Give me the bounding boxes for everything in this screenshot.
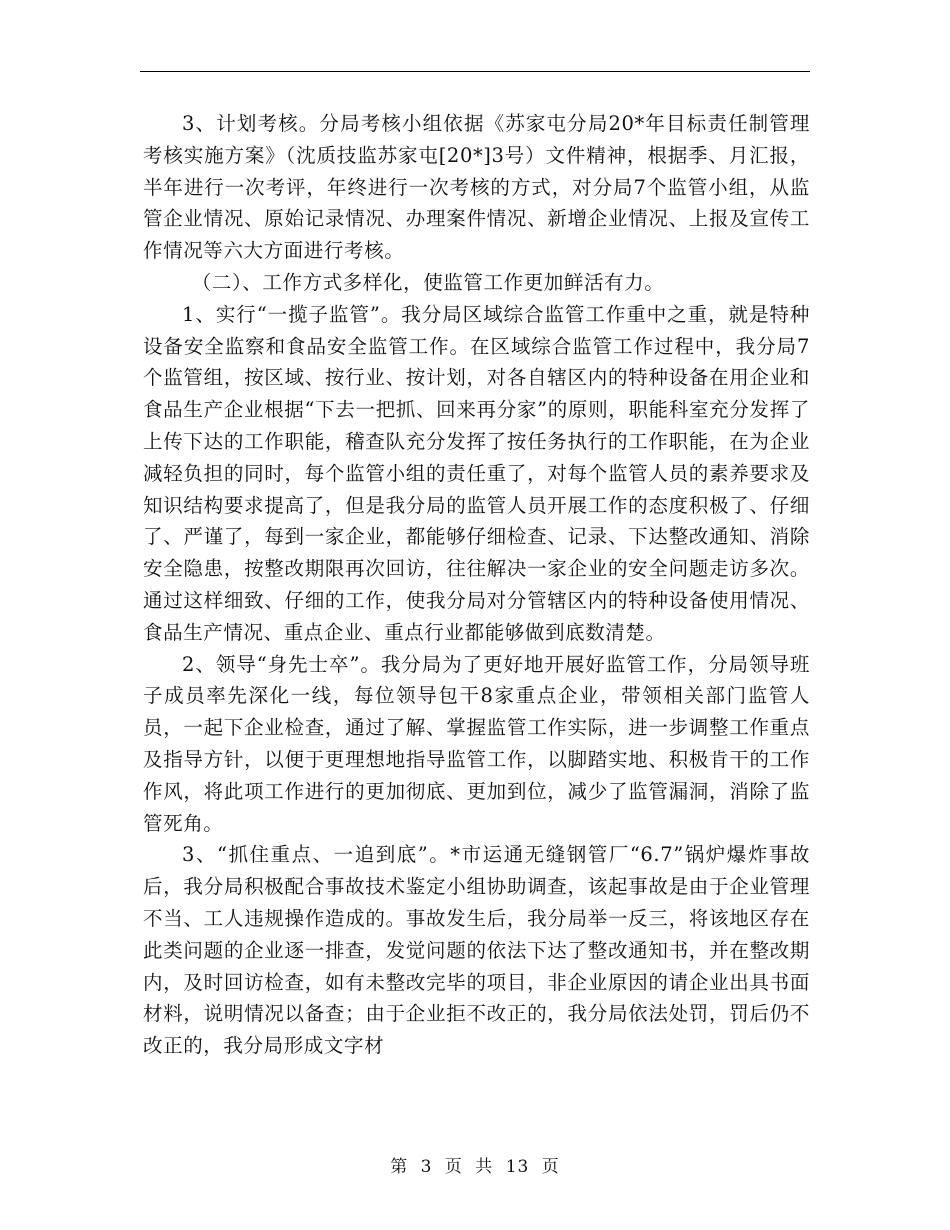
footer-current-page: 3 xyxy=(420,1157,433,1177)
document-body xyxy=(143,108,810,1062)
paragraph-leadership-example: 2、领导“身先士卒”。我分局为了更好地开展好监管工作，分局领导班子成员率先深化一线，每位领导包干8家重点企业，带领相关部门监管人员，一起下企业检查，通过了解、掌握监管工作实际，进一步调整工作重点及指导方针，以便于更理想地指导监管工作，以脚踏实地、积极肯干的工作作风，将此项工作进行的更加彻底、更加到位，减少了监管漏洞，消除了监管死角。 xyxy=(143,652,810,835)
header-rule xyxy=(140,71,810,72)
paragraph-focus-follow-through: 3、“抓住重点、一追到底”。*市运通无缝钢管厂“6.7”锅炉爆炸事故后，我分局积极配合事故技术鉴定小组协助调查，该起事故是由于企业管理不当、工人违规操作造成的。事故发生后，我分局举一反三，将该地区存在此类问题的企业逐一排查，发觉问题的依法下达了整改通知书，并在整改期内，及时回访检查，如有未整改完毕的项目，非企业原因的请企业出具书面材料，说明情况以备查；由于企业拒不改正的，我分局依法处罚，罚后仍不改正的，我分局形成文字材 xyxy=(143,843,810,1058)
footer-total-pages: 13 xyxy=(505,1157,530,1177)
footer-total-label: 共 xyxy=(475,1157,494,1177)
page-footer xyxy=(0,1152,950,1177)
footer-page-label: 页 xyxy=(444,1157,463,1177)
footer-prefix: 第 xyxy=(390,1157,409,1177)
paragraph-one-package-supervision: 1、实行“一揽子监管”。我分局区域综合监管工作重中之重，就是特种设备安全监察和食品安全监管工作。在区域综合监管工作过程中，我分局7个监管组，按区域、按行业、按计划，对各自辖区内的特种设备在用企业和食品生产企业根据“下去一把抓、回来再分家”的原则，职能科室充分发挥了上传下达的工作职能，稽查队充分发挥了按任务执行的工作职能，在为企业减轻负担的同时，每个监管小组的责任重了，对每个监管人员的素养要求及知识结构要求提高了，但是我分局的监管人员开展工作的态度积极了、仔细了、严谨了，每到一家企业，都能够仔细检查、记录、下达整改通知、消除安全隐患，按整改期限再次回访，往往解决一家企业的安全问题走访多次。通过这样细致、仔细的工作，使我分局对分管辖区内的特种设备使用情况、食品生产情况、重点企业、重点行业都能够做到底数清楚。 xyxy=(143,302,810,644)
paragraph-plan-assessment: 3、计划考核。分局考核小组依据《苏家屯分局20*年目标责任制管理考核实施方案》（沈质技监苏家屯[20*]3号）文件精神，根据季、月汇报，半年进行一次考评，年终进行一次考核的方式，对分局7个监管小组，从监管企业情况、原始记录情况、办理案件情况、新增企业情况、上报及宣传工作情况等六大方面进行考核。 xyxy=(143,112,810,263)
footer-suffix: 页 xyxy=(541,1157,560,1177)
section-heading-work-methods: （二）、工作方式多样化，使监管工作更加鲜活有力。 xyxy=(191,270,665,294)
